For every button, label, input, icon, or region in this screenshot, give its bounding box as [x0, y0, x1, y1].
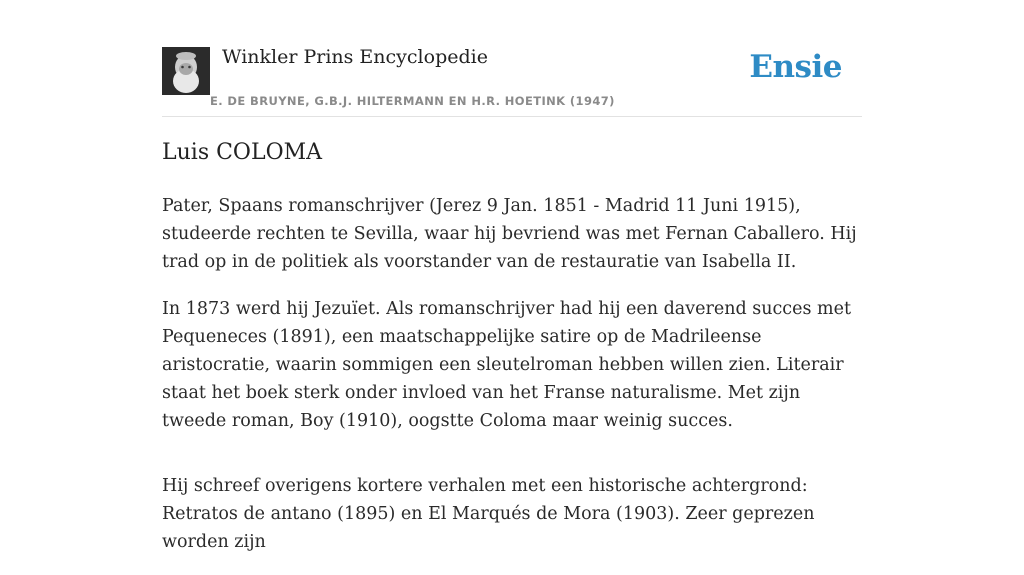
article-paragraph: Pater, Spaans romanschrijver (Jerez 9 Jan. 1851 - Madrid 11 Juni 1915), studeerde rechten te Sevilla, waar hij bevriend was met Fernan Caballero. Hij trad op in de politiek als voorstander van de restauratie van Isabella II.: [162, 196, 857, 272]
article-title: Luis COLOMA: [162, 140, 323, 165]
source-authors: E. DE BRUYNE, G.B.J. HILTERMANN EN H.R. HOETINK (1947): [210, 94, 615, 108]
article-paragraph: In 1873 werd hij Jezuïet. Als romanschrijver had hij een daverend succes met Pequeneces (1891), een maatschappelijke satire op de Madrileense aristocratie, waarin sommigen een sleutelroman hebben willen zien. Literair staat het boek sterk onder invloed van het Franse naturalisme. Met zijn tweede roman, Boy (1910), oogstte Coloma maar weinig succes.: [162, 299, 851, 431]
source-title[interactable]: Winkler Prins Encyclopedie: [222, 46, 488, 68]
source-header: [162, 40, 862, 117]
article-body: [162, 192, 862, 575]
article-paragraph: Hij schreef overigens kortere verhalen met een historische achtergrond: Retratos de antano (1895) en El Marqués de Mora (1903). Zeer geprezen worden zijn: [162, 476, 815, 552]
brand-logo[interactable]: Ensie: [749, 49, 842, 85]
author-portrait-icon[interactable]: [162, 47, 210, 95]
